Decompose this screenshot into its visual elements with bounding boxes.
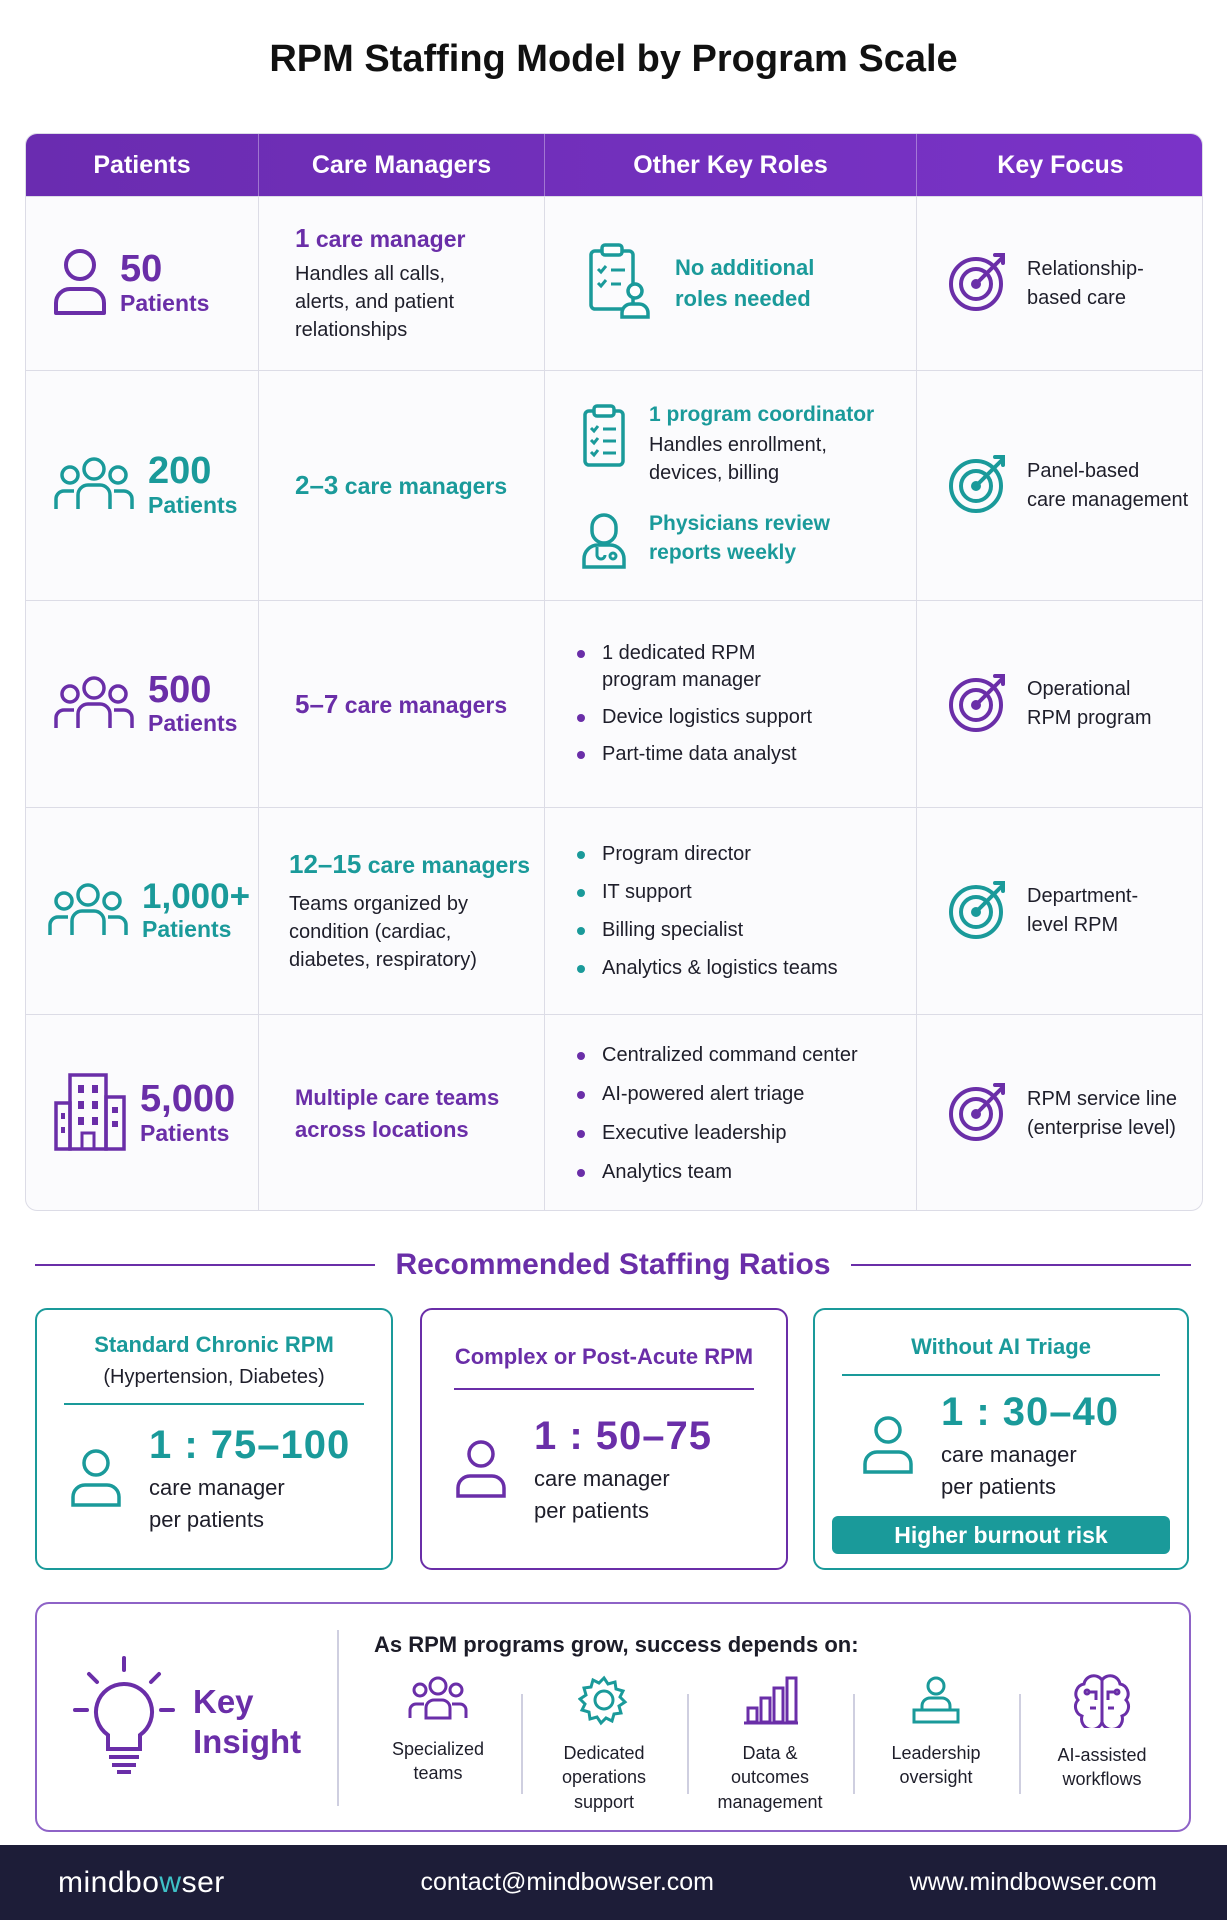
patient-count: 5,000 xyxy=(140,1078,236,1121)
focus-line: based care xyxy=(1027,286,1126,309)
list-item: Analytics team xyxy=(577,1159,858,1186)
ratio-card-no-ai xyxy=(813,1308,1189,1570)
target-icon xyxy=(947,877,1011,946)
focus-cell xyxy=(917,601,1203,807)
target-icon xyxy=(947,451,1011,520)
care-managers-cell xyxy=(259,808,545,1014)
clipboard-person-icon xyxy=(587,241,653,326)
list-item: 1 dedicated RPM program manager xyxy=(577,640,812,694)
cm-description: Teams organized by condition (cardiac, diabetes, respiratory) xyxy=(289,892,477,971)
gear-icon xyxy=(578,1674,630,1731)
ratio-card-complex xyxy=(420,1308,788,1570)
clipboard-icon xyxy=(581,403,627,487)
roles-cell xyxy=(545,808,917,1014)
patient-count: 50 xyxy=(120,248,163,291)
list-item: AI-assisted workflows xyxy=(1019,1674,1185,1814)
ratio-value: 1 : 75–100 xyxy=(149,1423,351,1467)
insight-title: Key xyxy=(193,1682,254,1720)
table-row xyxy=(26,1014,1202,1211)
user-icon xyxy=(69,1445,123,1514)
list-item: Device logistics support xyxy=(577,704,812,731)
divider xyxy=(851,1264,1191,1266)
roles-cell xyxy=(545,1015,917,1211)
insight-heading: As RPM programs grow, success depends on: xyxy=(374,1632,859,1657)
list-item: IT support xyxy=(577,879,838,906)
focus-line: Operational xyxy=(1027,678,1131,700)
cm-description: Handles all calls, alerts, and patient relationships xyxy=(295,263,454,341)
roles-line: roles needed xyxy=(675,285,811,311)
patient-count: 500 xyxy=(148,668,212,711)
ratio-card-title: Without AI Triage xyxy=(911,1334,1091,1359)
lightbulb-icon xyxy=(71,1654,177,1789)
divider xyxy=(35,1264,375,1266)
cm-label: care managers xyxy=(344,473,508,499)
focus-cell xyxy=(917,371,1203,600)
physician-role: Physicians review reports weekly xyxy=(649,512,830,565)
website-link[interactable]: www.mindbowser.com xyxy=(909,1868,1157,1896)
cm-label: care managers xyxy=(367,851,531,878)
header-care-managers: Care Managers xyxy=(259,134,545,196)
roles-cell xyxy=(545,371,917,600)
divider xyxy=(64,1403,364,1405)
cm-label: care managers xyxy=(344,691,508,718)
table-row xyxy=(26,196,1202,370)
group-icon xyxy=(52,453,136,518)
patient-label: Patients xyxy=(120,289,210,316)
user-icon xyxy=(861,1412,915,1481)
insight-items xyxy=(355,1674,1185,1814)
patient-label: Patients xyxy=(148,710,238,737)
focus-line: care management xyxy=(1027,488,1189,511)
bar-chart-icon xyxy=(742,1674,798,1731)
roles-cell xyxy=(545,197,917,370)
ratios-title: Recommended Staffing Ratios xyxy=(395,1248,831,1281)
brain-icon xyxy=(1073,1674,1131,1733)
contact-email-link[interactable]: contact@mindbowser.com xyxy=(420,1868,714,1896)
header-patients: Patients xyxy=(26,134,259,196)
focus-line: RPM service line xyxy=(1027,1087,1178,1110)
key-insight-panel xyxy=(35,1602,1191,1832)
list-item: Billing specialist xyxy=(577,917,838,944)
patient-count: 1,000+ xyxy=(142,877,251,917)
list-item: Centralized command center xyxy=(577,1042,858,1069)
target-icon xyxy=(947,1079,1011,1148)
group-icon xyxy=(46,879,130,944)
insight-title: Insight xyxy=(193,1722,302,1760)
user-icon xyxy=(52,245,108,322)
list-item: Part-time data analyst xyxy=(577,741,812,768)
brand-logo: mindbowser xyxy=(58,1865,225,1899)
list-item: Program director xyxy=(577,841,838,868)
cm-head-line: across locations xyxy=(295,1116,469,1142)
list-item: Specialized teams xyxy=(355,1674,521,1814)
patient-count: 200 xyxy=(148,450,212,493)
roles-list xyxy=(545,640,812,768)
page-title: RPM Staffing Model by Program Scale xyxy=(269,38,958,80)
cm-count: 5–7 xyxy=(295,688,339,719)
group-icon xyxy=(52,672,136,737)
patient-label: Patients xyxy=(140,1119,230,1146)
focus-line: level RPM xyxy=(1027,914,1119,936)
cm-count: 2–3 xyxy=(295,470,339,500)
patients-cell xyxy=(26,601,259,807)
focus-line: Department- xyxy=(1027,885,1139,907)
building-icon xyxy=(52,1069,128,1158)
ratio-card-title: Standard Chronic RPM xyxy=(94,1332,334,1357)
coordinator-role: 1 program coordinator xyxy=(649,403,875,426)
table-row xyxy=(26,807,1202,1014)
divider xyxy=(842,1374,1160,1376)
staffing-table xyxy=(25,133,1203,1211)
list-item: AI-powered alert triage xyxy=(577,1081,858,1108)
physician-icon xyxy=(581,509,627,574)
list-item: Dedicated operations support xyxy=(521,1674,687,1814)
team-icon xyxy=(408,1674,468,1727)
ratio-card-standard xyxy=(35,1308,393,1570)
patient-label: Patients xyxy=(142,915,232,942)
header-key-focus: Key Focus xyxy=(997,150,1124,179)
list-item: Data & outcomes management xyxy=(687,1674,853,1814)
care-managers-cell xyxy=(259,1015,545,1211)
table-row xyxy=(26,600,1202,807)
patients-cell xyxy=(26,1015,259,1211)
list-item: Executive leadership xyxy=(577,1120,858,1147)
target-icon xyxy=(947,670,1011,739)
ratio-card-title: Complex or Post-Acute RPM xyxy=(454,1344,754,1369)
focus-cell xyxy=(917,1015,1203,1211)
divider xyxy=(337,1630,339,1806)
focus-cell xyxy=(917,197,1203,370)
header-other-roles: Other Key Roles xyxy=(545,134,917,196)
ratio-caption: care manager per patients xyxy=(149,1475,285,1532)
patients-cell xyxy=(26,197,259,370)
patients-cell xyxy=(26,371,259,600)
coordinator-desc: Handles enrollment, devices, billing xyxy=(649,434,827,484)
focus-line: Panel-based xyxy=(1027,459,1140,482)
patient-label: Patients xyxy=(148,491,238,518)
care-managers-cell xyxy=(259,197,545,370)
target-icon xyxy=(947,249,1011,318)
roles-list xyxy=(545,841,838,982)
patients-cell xyxy=(26,808,259,1014)
leader-icon xyxy=(910,1674,962,1731)
user-icon xyxy=(454,1436,508,1505)
burnout-badge: Higher burnout risk xyxy=(832,1516,1170,1554)
focus-line: (enterprise level) xyxy=(1027,1116,1176,1139)
care-managers-cell xyxy=(259,601,545,807)
table-row xyxy=(26,370,1202,600)
roles-cell xyxy=(545,601,917,807)
focus-line: Relationship- xyxy=(1027,257,1144,280)
ratio-caption: care manager per patients xyxy=(534,1466,670,1523)
cm-label: care manager xyxy=(315,226,466,252)
roles-list xyxy=(545,1042,858,1186)
ratio-card-subtitle: (Hypertension, Diabetes) xyxy=(103,1366,325,1388)
list-item: Analytics & logistics teams xyxy=(577,955,838,982)
ratio-value: 1 : 50–75 xyxy=(534,1414,713,1458)
cm-count: 1 xyxy=(295,223,310,253)
ratio-value: 1 : 30–40 xyxy=(941,1390,1120,1434)
cm-count: 12–15 xyxy=(289,848,362,879)
focus-cell xyxy=(917,808,1203,1014)
divider xyxy=(454,1388,754,1390)
roles-line: No additional xyxy=(675,254,815,280)
table-header xyxy=(26,134,1202,196)
focus-line: RPM program xyxy=(1027,707,1152,729)
footer xyxy=(0,1845,1227,1920)
ratio-caption: care manager per patients xyxy=(941,1442,1077,1499)
cm-head-line: Multiple care teams xyxy=(295,1084,500,1110)
care-managers-cell xyxy=(259,371,545,600)
list-item: Leadership oversight xyxy=(853,1674,1019,1814)
ratios-heading xyxy=(35,1245,1191,1285)
